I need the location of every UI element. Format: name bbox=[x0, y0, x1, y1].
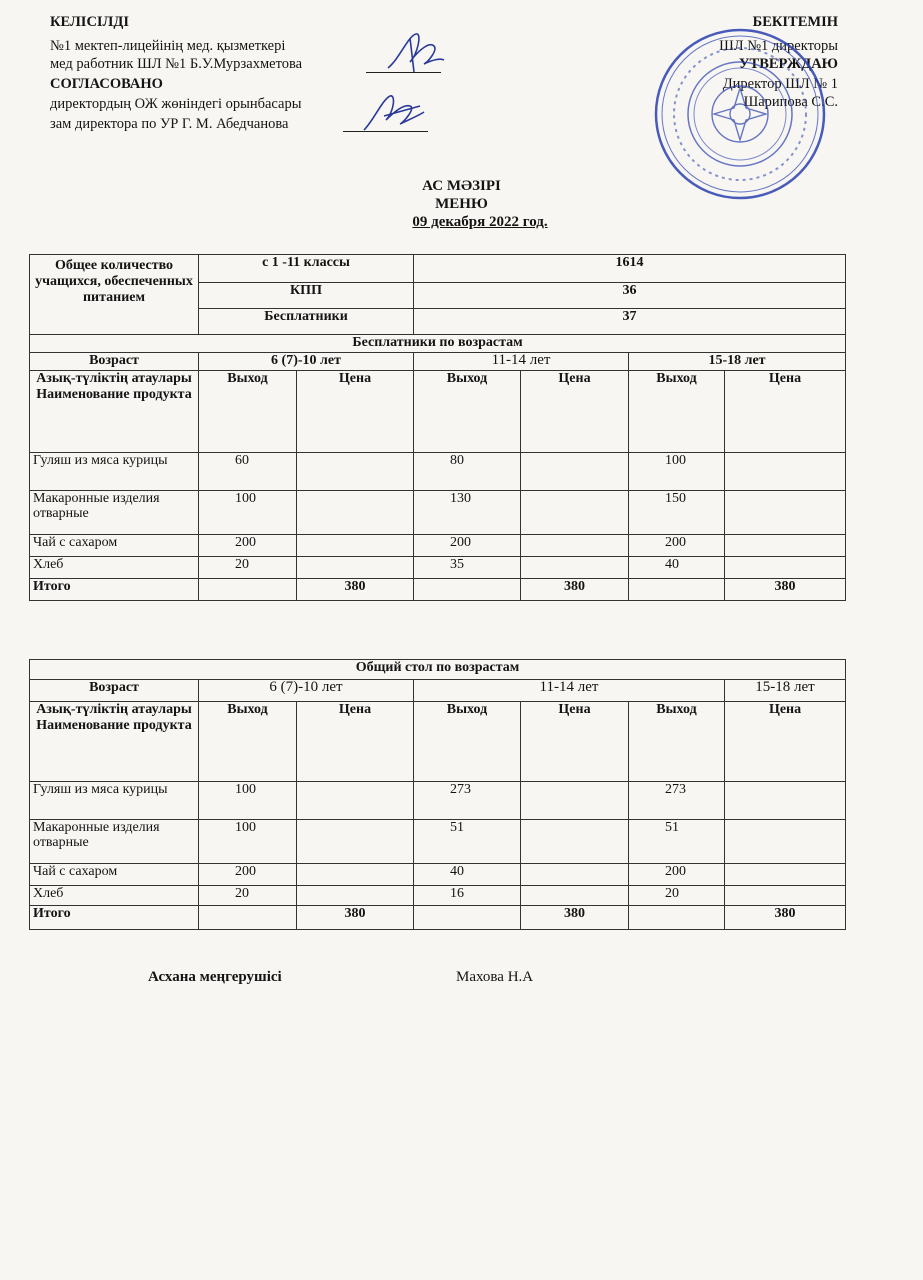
age-label: Возраст bbox=[30, 353, 199, 371]
summary-row-value: 36 bbox=[414, 283, 846, 309]
total-label: Итого bbox=[30, 579, 199, 601]
age-group: 6 (7)-10 лет bbox=[199, 680, 414, 702]
output-value: 60 bbox=[199, 453, 297, 491]
product-name: Гуляш из мяса курицы bbox=[30, 453, 199, 491]
free-meals-table bbox=[29, 254, 846, 601]
summary-row-value: 37 bbox=[414, 309, 846, 335]
summary-label: Общее количество учащихся, обеспеченных питанием bbox=[30, 255, 199, 335]
output-value: 20 bbox=[199, 557, 297, 579]
col-price: Цена bbox=[521, 702, 629, 782]
col-price: Цена bbox=[725, 371, 846, 453]
table-row bbox=[30, 453, 846, 491]
age-group: 6 (7)-10 лет bbox=[199, 353, 414, 371]
table-row bbox=[30, 557, 846, 579]
col-price: Цена bbox=[725, 702, 846, 782]
table-title: Бесплатники по возрастам bbox=[30, 335, 846, 353]
total-value: 380 bbox=[297, 906, 414, 930]
summary-row-value: 1614 bbox=[414, 255, 846, 283]
age-group: 15-18 лет bbox=[725, 680, 846, 702]
table-row bbox=[30, 782, 846, 820]
total-value: 380 bbox=[521, 579, 629, 601]
output-value: 51 bbox=[414, 820, 521, 864]
table-row bbox=[30, 491, 846, 535]
output-value: 100 bbox=[199, 820, 297, 864]
table-row bbox=[30, 886, 846, 906]
table-row bbox=[30, 864, 846, 886]
approval-line2: мед работник ШЛ №1 Б.У.Мурзахметова bbox=[50, 56, 303, 72]
general-table bbox=[29, 659, 846, 930]
col-out: Выход bbox=[629, 371, 725, 453]
signature-2 bbox=[360, 86, 430, 136]
output-value: 51 bbox=[629, 820, 725, 864]
output-value: 100 bbox=[199, 782, 297, 820]
product-name: Хлеб bbox=[30, 886, 199, 906]
output-value: 200 bbox=[629, 864, 725, 886]
official-stamp bbox=[652, 26, 828, 202]
summary-row-label: Бесплатники bbox=[199, 309, 414, 335]
product-header: Азық-түліктің атаулары Наименование продукта bbox=[30, 371, 199, 453]
output-value: 40 bbox=[414, 864, 521, 886]
table-row bbox=[30, 820, 846, 864]
output-value: 150 bbox=[629, 491, 725, 535]
table-row bbox=[30, 535, 846, 557]
output-value: 130 bbox=[414, 491, 521, 535]
approval-line4: зам директора по УР Г. М. Абедчанова bbox=[50, 116, 289, 132]
approval-soglasovano: СОГЛАСОВАНО bbox=[50, 76, 163, 92]
age-group: 15-18 лет bbox=[629, 353, 846, 371]
approval-line3: директордың ОЖ жөніндегі орынбасары bbox=[50, 96, 302, 112]
output-value: 16 bbox=[414, 886, 521, 906]
table-title: Общий стол по возрастам bbox=[30, 660, 846, 680]
output-value: 273 bbox=[414, 782, 521, 820]
output-value: 20 bbox=[199, 886, 297, 906]
col-price: Цена bbox=[521, 371, 629, 453]
approval-kelisildi: КЕЛІСІЛДІ bbox=[50, 14, 129, 30]
age-label: Возраст bbox=[30, 680, 199, 702]
output-value: 80 bbox=[414, 453, 521, 491]
product-name: Чай с сахаром bbox=[30, 535, 199, 557]
col-out: Выход bbox=[629, 702, 725, 782]
age-group: 11-14 лет bbox=[414, 353, 629, 371]
menu-date: 09 декабря 2022 год. bbox=[412, 214, 548, 230]
col-out: Выход bbox=[414, 371, 521, 453]
approval-bekitemin: БЕКІТЕМІН bbox=[752, 14, 838, 30]
product-header: Азық-түліктің атаулары Наименование продукта bbox=[30, 702, 199, 782]
footer-name: Махова Н.А bbox=[456, 969, 534, 985]
total-row bbox=[30, 906, 846, 930]
signature-1 bbox=[380, 28, 450, 78]
output-value: 200 bbox=[629, 535, 725, 557]
total-label: Итого bbox=[30, 906, 199, 930]
total-row bbox=[30, 579, 846, 601]
total-value: 380 bbox=[725, 906, 846, 930]
output-value: 20 bbox=[629, 886, 725, 906]
col-out: Выход bbox=[199, 702, 297, 782]
product-name: Макаронные изделия отварные bbox=[30, 491, 199, 535]
footer-position: Асхана меңгерушісі bbox=[148, 969, 282, 985]
col-price: Цена bbox=[297, 371, 414, 453]
product-name: Хлеб bbox=[30, 557, 199, 579]
col-out: Выход bbox=[199, 371, 297, 453]
summary-row-label: с 1 -11 классы bbox=[199, 255, 414, 283]
title-ru: МЕНЮ bbox=[435, 196, 488, 212]
product-name: Гуляш из мяса курицы bbox=[30, 782, 199, 820]
approval-utverzhdayu: УТВЕРЖДАЮ bbox=[738, 56, 838, 72]
approval-line1: №1 мектеп-лицейінің мед. қызметкері bbox=[50, 38, 286, 54]
col-out: Выход bbox=[414, 702, 521, 782]
output-value: 273 bbox=[629, 782, 725, 820]
title-kz: АС МӘЗІРІ bbox=[422, 178, 501, 194]
summary-row-label: КПП bbox=[199, 283, 414, 309]
output-value: 100 bbox=[629, 453, 725, 491]
director-name: Шарипова С.С. bbox=[743, 94, 838, 110]
total-value: 380 bbox=[521, 906, 629, 930]
age-group: 11-14 лет bbox=[414, 680, 725, 702]
product-name: Чай с сахаром bbox=[30, 864, 199, 886]
output-value: 35 bbox=[414, 557, 521, 579]
col-price: Цена bbox=[297, 702, 414, 782]
total-value: 380 bbox=[725, 579, 846, 601]
director-line2: Директор ШЛ № 1 bbox=[722, 76, 838, 92]
director-line1: ШЛ №1 директоры bbox=[719, 38, 838, 54]
total-value: 380 bbox=[297, 579, 414, 601]
output-value: 100 bbox=[199, 491, 297, 535]
product-name: Макаронные изделия отварные bbox=[30, 820, 199, 864]
output-value: 200 bbox=[414, 535, 521, 557]
output-value: 40 bbox=[629, 557, 725, 579]
output-value: 200 bbox=[199, 864, 297, 886]
output-value: 200 bbox=[199, 535, 297, 557]
